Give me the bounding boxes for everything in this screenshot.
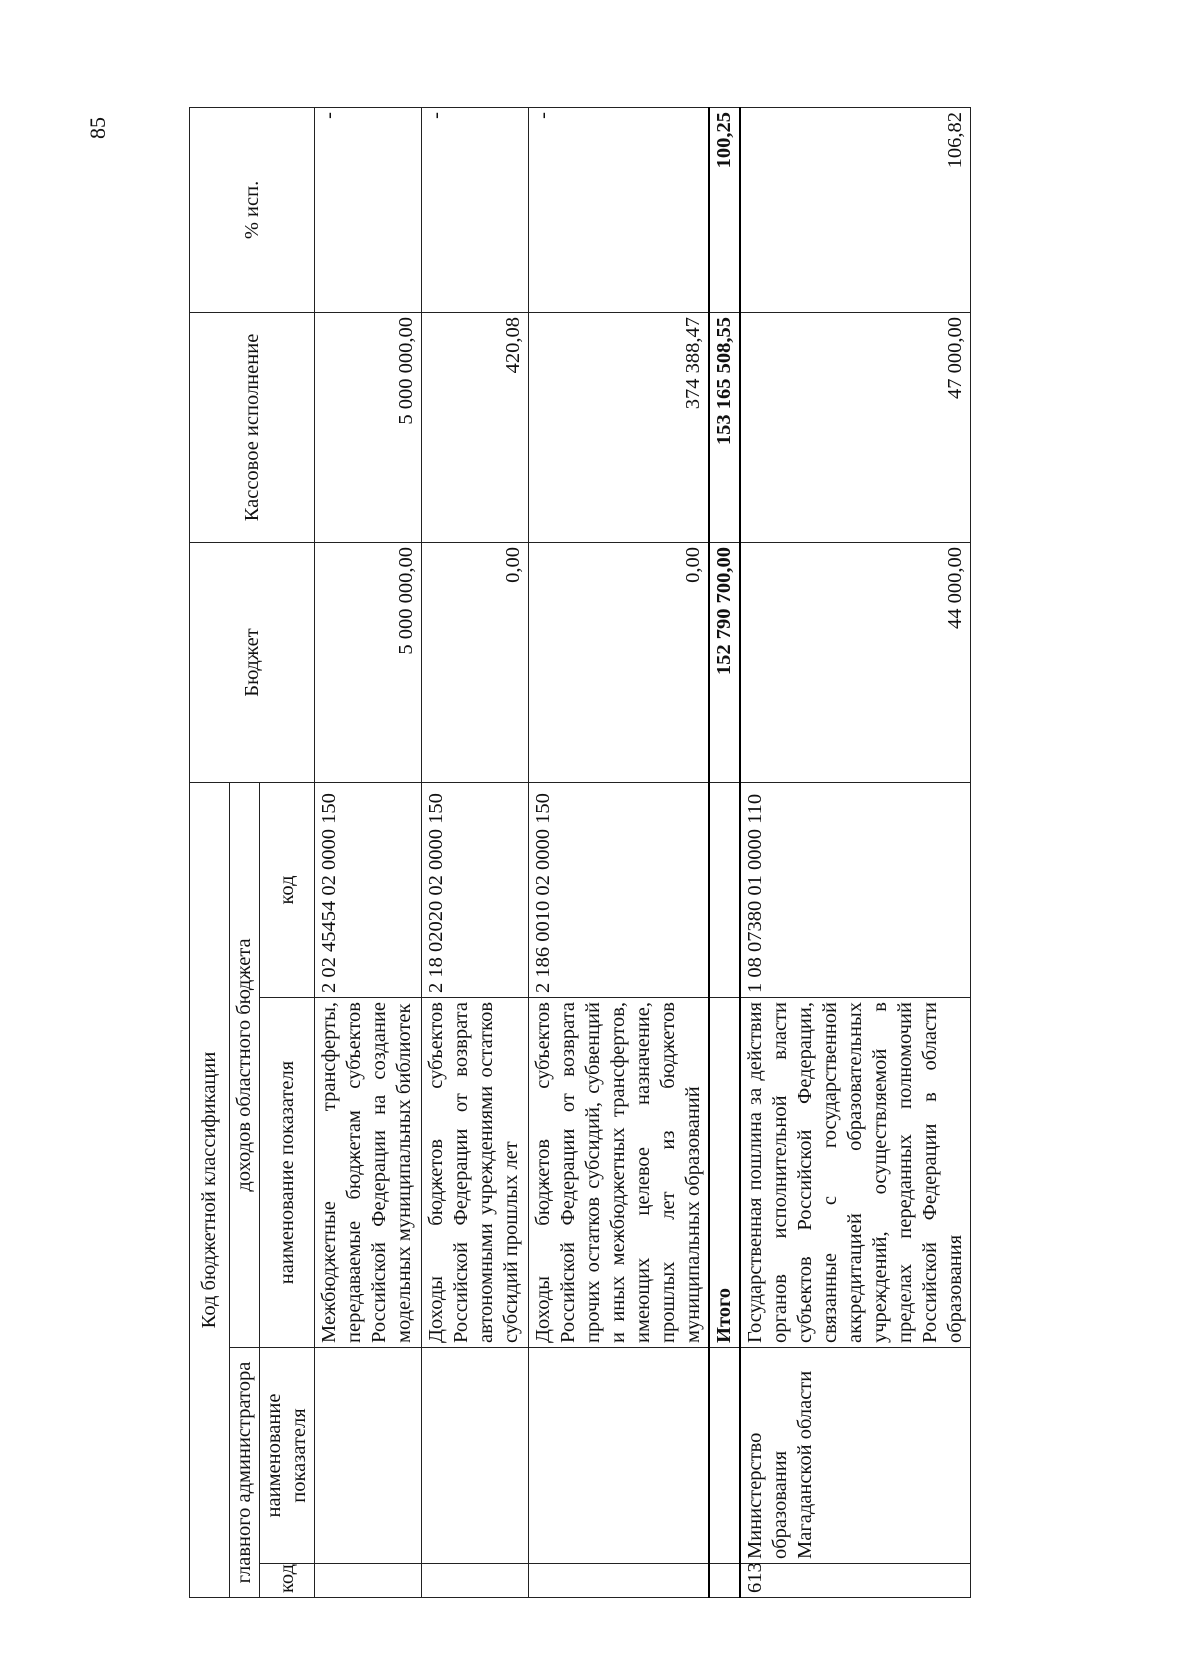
header-income-code: код <box>260 782 315 997</box>
percent-cell: - <box>422 107 529 312</box>
total-execution: 153 165 508,55 <box>709 312 740 542</box>
admin-name-cell <box>422 1348 529 1564</box>
percent-cell: - <box>315 107 422 312</box>
admin-name-cell: Министерство образования Магаданской области <box>740 1348 971 1564</box>
execution-cell: 47 000,00 <box>740 312 971 542</box>
income-name-cell: Государственная пошлина за действия органов исполнительной власти субъектов Российской Федерации, связанные с государственной аккредитацией образовательных учреждений, осуществляемой в пределах переданных полномочий Российской Федерации в области образования <box>740 998 971 1348</box>
budget-cell: 44 000,00 <box>740 542 971 782</box>
execution-cell: 374 388,47 <box>529 312 710 542</box>
header-income-title: доходов областного бюджета <box>230 782 260 1347</box>
admin-name-cell <box>315 1348 422 1564</box>
total-percent: 100,25 <box>709 107 740 312</box>
admin-code-cell: 613 <box>740 1564 971 1598</box>
header-percent: % исп. <box>190 107 315 312</box>
income-code-cell: 2 18 02020 02 0000 150 <box>422 782 529 997</box>
header-group-title: Код бюджетной классификации <box>190 782 230 1597</box>
income-code-cell: 2 02 45454 02 0000 150 <box>315 782 422 997</box>
income-code-cell <box>709 782 740 997</box>
admin-name-cell <box>529 1348 710 1564</box>
admin-code-cell <box>709 1564 740 1598</box>
header-execution: Кассовое исполнение <box>190 312 315 542</box>
table-row <box>422 107 529 1597</box>
header-budget: Бюджет <box>190 542 315 782</box>
income-name-cell: Доходы бюджетов субъектов Российской Федерации от возврата прочих остатков субсидий, субвенций и иных межбюджетных трансфертов, имеющих целевое назначение, прошлых лет из бюджетов муниципальных образований <box>529 998 710 1348</box>
table-row <box>529 107 710 1597</box>
table-row <box>315 107 422 1597</box>
total-budget: 152 790 700,00 <box>709 542 740 782</box>
header-income-name: наименование показателя <box>260 998 315 1348</box>
header-admin-name: наименование показателя <box>260 1348 315 1564</box>
total-row <box>709 107 740 1597</box>
admin-code-cell <box>315 1564 422 1598</box>
admin-code-cell <box>529 1564 710 1598</box>
percent-cell: 106,82 <box>740 107 971 312</box>
total-label: Итого <box>709 998 740 1348</box>
execution-cell: 5 000 000,00 <box>315 312 422 542</box>
budget-table <box>189 107 971 1598</box>
admin-code-cell <box>422 1564 529 1598</box>
execution-cell: 420,08 <box>422 312 529 542</box>
income-code-cell: 1 08 07380 01 0000 110 <box>740 782 971 997</box>
admin-name-cell <box>709 1348 740 1564</box>
percent-cell: - <box>529 107 710 312</box>
income-name-cell: Межбюджетные трансферты, передаваемые бюджетам субъектов Российской Федерации на создание модельных муниципальных библиотек <box>315 998 422 1348</box>
header-kod: код <box>260 1564 315 1598</box>
budget-cell: 0,00 <box>422 542 529 782</box>
table-row <box>740 107 971 1597</box>
budget-cell: 5 000 000,00 <box>315 542 422 782</box>
budget-cell: 0,00 <box>529 542 710 782</box>
header-admin-title: главного администратора <box>230 1348 260 1598</box>
income-code-cell: 2 186 0010 02 0000 150 <box>529 782 710 997</box>
income-name-cell: Доходы бюджетов субъектов Российской Федерации от возврата автономными учреждениями остатков субсидий прошлых лет <box>422 998 529 1348</box>
rotated-table-wrapper <box>189 108 966 1598</box>
page-number: 85 <box>85 117 110 139</box>
